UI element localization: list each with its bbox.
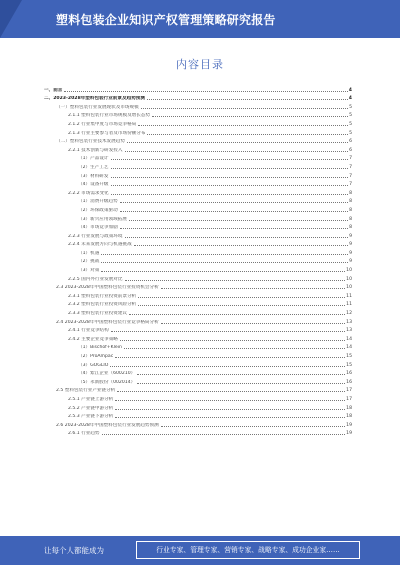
toc-entry[interactable] (44, 307, 352, 316)
toc-entry[interactable] (44, 110, 352, 119)
toc-leader-dots (111, 158, 349, 160)
toc-entry-label: 2.1.3 行业主要参与者及市场份额分布 (68, 130, 146, 136)
toc-entry[interactable] (44, 325, 352, 334)
toc-entry-page: 4 (348, 96, 352, 102)
toc-entry-page: 12 (346, 311, 352, 317)
toc-entry-page: 6 (349, 147, 352, 153)
toc-entry[interactable] (44, 419, 352, 428)
toc-entry-page: 15 (346, 362, 352, 368)
toc-entry[interactable] (44, 230, 352, 239)
toc-entry-page: 9 (349, 242, 352, 248)
toc-entry-label: （1）消费升级趋势 (78, 199, 118, 205)
toc-entry-label: （4）设备升级 (78, 182, 109, 188)
toc-entry-page: 7 (349, 156, 352, 162)
toc-entry-label: （2）环保政策驱动 (78, 207, 118, 213)
toc-entry-label: （2）挑战 (78, 259, 100, 265)
toc-leader-dots (161, 425, 345, 427)
toc-entry-label: （2）ProAmpac (78, 354, 114, 359)
toc-entry-label: 二、2023-2028年塑料包装行业前景及趋势预测 (44, 96, 145, 102)
toc-leader-dots (161, 322, 345, 324)
table-of-contents (44, 84, 352, 512)
toc-leader-dots (125, 150, 349, 152)
toc-entry-label: （3）GOGLIO (78, 362, 109, 368)
toc-entry-page: 5 (349, 130, 352, 136)
toc-entry[interactable] (44, 368, 352, 377)
toc-leader-dots (111, 176, 349, 178)
toc-entry-label: （1）机遇 (78, 250, 100, 256)
toc-entry-page: 10 (346, 276, 352, 282)
toc-entry-page: 8 (349, 190, 352, 196)
toc-leader-dots (111, 193, 348, 195)
toc-entry[interactable] (44, 359, 352, 368)
toc-leader-dots (137, 382, 345, 384)
toc-entry-page: 13 (346, 319, 352, 325)
toc-leader-dots (127, 141, 348, 143)
toc-entry[interactable] (44, 153, 352, 162)
toc-entry[interactable] (44, 273, 352, 282)
toc-leader-dots (120, 201, 348, 203)
toc-entry-page: 5 (349, 104, 352, 110)
toc-entry-page: 7 (349, 164, 352, 170)
toc-entry-page: 19 (346, 431, 352, 437)
toc-entry-label: 2.4.1 行业竞争结构 (68, 328, 109, 334)
toc-entry-page: 17 (346, 388, 352, 394)
toc-leader-dots (138, 124, 348, 126)
toc-leader-dots (161, 287, 345, 289)
toc-leader-dots (129, 313, 345, 315)
toc-entry[interactable] (44, 376, 352, 385)
toc-leader-dots (134, 244, 348, 246)
toc-leader-dots (124, 347, 345, 349)
toc-entry-label: 一、前言 (44, 87, 63, 93)
toc-leader-dots (138, 304, 345, 306)
toc-entry-page: 5 (349, 113, 352, 119)
toc-entry[interactable] (44, 127, 352, 136)
page-header (0, 0, 400, 38)
toc-entry[interactable] (44, 282, 352, 291)
toc-entry[interactable] (44, 101, 352, 110)
toc-entry[interactable] (44, 84, 352, 93)
toc-entry-label: 2.5.1 产业链上游分析 (68, 396, 114, 402)
toc-entry-page: 18 (346, 414, 352, 420)
toc-leader-dots (101, 253, 348, 255)
toc-entry[interactable] (44, 264, 352, 273)
footer-slogan-box: 行业专家、管理专家、营销专家、战略专家、成功企业家…… (136, 541, 360, 559)
toc-entry-label: 2.3.1 塑料包装行业投资前景分析 (68, 293, 137, 299)
toc-entry-label: 2.3.3 塑料包装行业投资建议 (68, 311, 128, 317)
toc-leader-dots (141, 107, 348, 109)
toc-entry-page: 7 (349, 173, 352, 179)
toc-entry-page: 13 (346, 328, 352, 334)
toc-entry-label: （2）生产工艺 (78, 164, 109, 170)
toc-entry-label: （3）对策 (78, 268, 100, 274)
toc-entry-label: 2.6 2023-2028年中国塑料包装行业发展趋势预测 (56, 422, 159, 428)
footer-slogan: 让每个人都能成为 (44, 546, 104, 555)
toc-entry[interactable] (44, 411, 352, 420)
toc-entry[interactable] (44, 428, 352, 437)
toc-entry[interactable] (44, 93, 352, 102)
toc-entry-page: 9 (349, 233, 352, 239)
toc-entry-page: 10 (346, 268, 352, 274)
toc-entry-label: 2.3 2023-2028年中国塑料包装行业投资机会分析 (56, 285, 159, 291)
toc-entry-page: 16 (346, 379, 352, 385)
toc-entry-label: 2.2.5 国内外行业发展对比 (68, 276, 123, 282)
toc-entry-label: （4）紫江企业（600210） (78, 371, 136, 377)
toc-entry-page: 6 (349, 139, 352, 145)
toc-entry-page: 18 (346, 405, 352, 411)
toc-leader-dots (120, 210, 348, 212)
report-title: 塑料包装企业知识产权管理策略研究报告 (56, 13, 276, 27)
toc-entry[interactable] (44, 204, 352, 213)
toc-entry-label: （1）Bischof+Klein (78, 345, 122, 351)
toc-entry-label: （二）塑料包装行业技术发展趋势 (56, 139, 125, 145)
toc-entry[interactable] (44, 118, 352, 127)
toc-entry-page: 14 (346, 336, 352, 342)
toc-entry-label: （3）材料研发 (78, 173, 109, 179)
toc-entry[interactable] (44, 179, 352, 188)
toc-entry-page: 8 (349, 216, 352, 222)
toc-leader-dots (101, 261, 348, 263)
toc-entry-label: 2.5 塑料包装行业产业链分析 (56, 388, 116, 394)
toc-entry-label: 2.6.1 行业趋势 (68, 431, 100, 437)
toc-entry-label: （3）新兴应用领域拓展 (78, 216, 127, 222)
toc-leader-dots (101, 270, 345, 272)
header-corner-decoration (0, 0, 22, 38)
toc-leader-dots (115, 356, 345, 358)
toc-entry-page: 4 (348, 87, 352, 93)
toc-entry-label: （4）市场竞争加剧 (78, 225, 118, 231)
toc-leader-dots (115, 416, 345, 418)
toc-leader-dots (120, 339, 345, 341)
toc-entry[interactable] (44, 256, 352, 265)
toc-leader-dots (147, 133, 348, 135)
toc-entry-page: 14 (346, 345, 352, 351)
toc-entry[interactable] (44, 196, 352, 205)
toc-entry-label: 2.2.2 市场需求变化 (68, 190, 109, 196)
toc-leader-dots (64, 90, 347, 92)
toc-leader-dots (152, 115, 348, 117)
toc-entry-page: 9 (349, 250, 352, 256)
toc-entry-page: 8 (349, 199, 352, 205)
toc-title: 内容目录 (176, 58, 224, 71)
toc-leader-dots (111, 167, 349, 169)
toc-entry-label: （5）永新股份（002014） (78, 379, 136, 385)
toc-entry[interactable] (44, 239, 352, 248)
toc-entry[interactable] (44, 333, 352, 342)
toc-entry[interactable] (44, 222, 352, 231)
toc-leader-dots (115, 399, 345, 401)
toc-leader-dots (117, 390, 345, 392)
toc-entry-page: 8 (349, 225, 352, 231)
toc-entry[interactable] (44, 144, 352, 153)
toc-entry[interactable] (44, 247, 352, 256)
toc-entry[interactable] (44, 136, 352, 145)
toc-entry-page: 19 (346, 422, 352, 428)
toc-entry[interactable] (44, 385, 352, 394)
toc-entry[interactable] (44, 402, 352, 411)
toc-entry[interactable] (44, 299, 352, 308)
toc-entry-page: 11 (346, 293, 352, 299)
toc-entry[interactable] (44, 393, 352, 402)
toc-entry-label: 2.2.3 行业发展与政策环境 (68, 233, 123, 239)
toc-entry-label: 2.4 2023-2028年中国塑料包装行业竞争格局分析 (56, 319, 159, 325)
toc-entry-label: 2.2.4 未来发展方向与机遇挑战 (68, 242, 132, 248)
toc-entry-page: 9 (349, 259, 352, 265)
toc-entry-label: 2.2.1 技术创新与研发投入 (68, 147, 123, 153)
toc-entry[interactable] (44, 290, 352, 299)
toc-leader-dots (125, 236, 349, 238)
toc-leader-dots (125, 279, 346, 281)
toc-entry-page: 11 (346, 302, 352, 308)
toc-entry[interactable] (44, 161, 352, 170)
toc-entry-label: 2.1.2 行业集中度与市场竞争格局 (68, 121, 137, 127)
toc-entry[interactable] (44, 213, 352, 222)
toc-entry[interactable] (44, 342, 352, 351)
toc-entry-page: 10 (346, 285, 352, 291)
toc-leader-dots (137, 373, 345, 375)
toc-entry-page: 5 (349, 121, 352, 127)
toc-entry-label: 2.3.2 塑料包装行业投资风险分析 (68, 302, 137, 308)
toc-entry[interactable] (44, 187, 352, 196)
toc-leader-dots (138, 296, 345, 298)
toc-entry-page: 7 (349, 182, 352, 188)
toc-entry[interactable] (44, 170, 352, 179)
page-footer (0, 536, 400, 565)
toc-leader-dots (102, 433, 346, 435)
toc-entry-label: 2.5.3 产业链下游分析 (68, 414, 114, 420)
toc-entry-page: 17 (346, 396, 352, 402)
toc-entry-label: 2.1.1 塑料包装行业市场规模及增长态势 (68, 113, 151, 119)
toc-leader-dots (129, 219, 348, 221)
toc-leader-dots (111, 330, 345, 332)
toc-entry-page: 8 (349, 207, 352, 213)
toc-entry-page: 16 (346, 371, 352, 377)
toc-leader-dots (110, 365, 345, 367)
toc-entry[interactable] (44, 316, 352, 325)
toc-entry-page: 15 (346, 354, 352, 359)
toc-leader-dots (111, 184, 349, 186)
toc-leader-dots (147, 98, 348, 100)
toc-entry-label: （1）产品设计 (78, 156, 109, 162)
toc-entry-label: 2.4.2 主要企业竞争策略 (68, 336, 118, 342)
toc-entry-label: 2.5.2 产业链中游分析 (68, 405, 114, 411)
toc-leader-dots (115, 408, 345, 410)
toc-entry[interactable] (44, 350, 352, 359)
toc-entry-label: （一）塑料包装行业发展现状及市场规模 (56, 104, 139, 110)
toc-leader-dots (120, 227, 348, 229)
